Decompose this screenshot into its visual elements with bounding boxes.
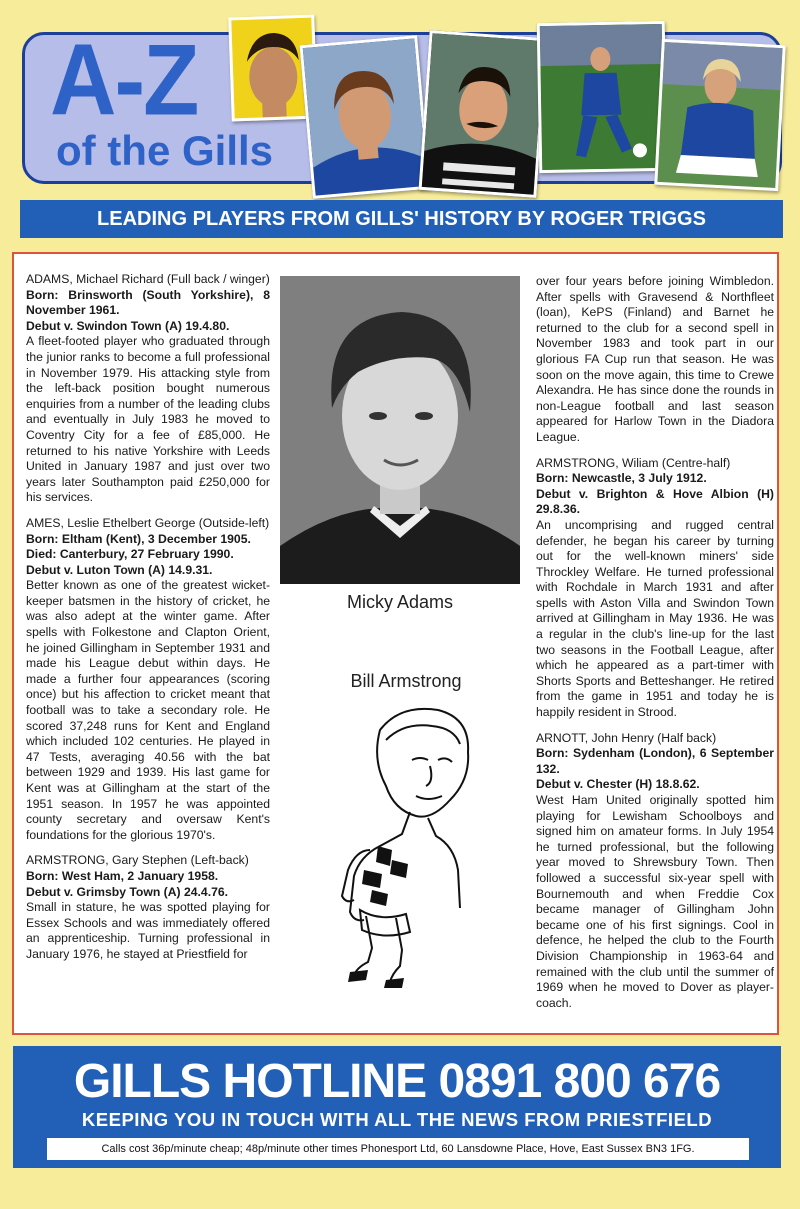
entry-died: Died: Canterbury, 27 February 1990. (26, 547, 234, 562)
portrait-icon (280, 276, 520, 584)
player-entry-armstrong-gary (26, 853, 270, 962)
entry-body: An uncomprising and rugged central defender, he began his career by turning out for the well-known miners' side Throckley Welfare. He turned professional with Rochdale in March 1931 and after spells with Aston Villa and Swindon Town arrived at Gillingham in May 1936. He was a regular in the club's line-up for the last two seasons in the Football League, after which he appeared as a part-timer with Shorts Sports and Betteshanger. He retired from the game in 1951 and today he is happily resident in Strood. (536, 517, 774, 720)
caricature-caption: Bill Armstrong (350, 671, 462, 691)
entry-heading: ARMSTRONG, Gary Stephen (Left-back) (26, 853, 249, 868)
player-entry-arnott (536, 731, 774, 1012)
entry-heading: ARMSTRONG, Wiliam (Centre-half) (536, 455, 731, 470)
portrait-icon (303, 38, 427, 195)
entry-born: Born: Newcastle, 3 July 1912. (536, 471, 707, 486)
page-title: A-Z (50, 24, 198, 137)
subtitle-bar: LEADING PLAYERS FROM GILLS' HISTORY BY ROGER TRIGGS (20, 200, 783, 238)
caricature-drawing-icon (320, 700, 500, 990)
hotline-note: Calls cost 36p/minute cheap; 48p/minute other times Phonesport Ltd, 60 Lansdowne Place, Hove, East Sussex BN3 1FG. (47, 1138, 749, 1160)
entry-debut: Debut v. Swindon Town (A) 19.4.80. (26, 318, 230, 333)
entry-born: Born: Eltham (Kent), 3 December 1905. (26, 531, 251, 546)
entry-body: over four years before joining Wimbledon. After spells with Gravesend & Northfleet (loan), KePS (Finland) and Barnet he returned to the club for a second spell in November 1983 and took part in our glorious FA Cup run that season. He was soon on the move again, this time to Crewe Alexandra. He has since done the rounds in non-League football and last season appeared for Harlow Town in the Diadora League. (536, 274, 774, 444)
player-entry-adams (26, 272, 270, 506)
page-title-subline: of the Gills (56, 127, 274, 174)
portrait-icon (657, 42, 782, 188)
hotline-subtitle: KEEPING YOU IN TOUCH WITH ALL THE NEWS FROM PRIESTFIELD (81, 1109, 713, 1130)
left-column (26, 272, 270, 973)
entry-heading: ARNOTT, John Henry (Half back) (536, 730, 717, 745)
micky-adams-photo (280, 276, 520, 584)
portrait-icon (422, 33, 544, 194)
entry-heading: ADAMS, Michael Richard (Full back / winger) (26, 272, 270, 286)
action-photo-icon (540, 24, 664, 170)
continuation-text (536, 274, 774, 446)
entry-born: Born: Sydenham (London), 6 September 132. (536, 746, 774, 776)
hotline-banner (13, 1046, 781, 1168)
entry-body: A fleet-footed player who graduated through the junior ranks to become a full professional in November 1979. His attacking style from the left-back position bought numerous enquiries from a number of the leading clubs and eventually in July 1983 he moved to Coventry City for a fee of £85,000. He returned to his native Yorkshire with Leeds United in January 1987 and just over two years later Southampton paid £250,000 for his services. (26, 334, 270, 505)
entry-debut: Debut v. Grimsby Town (A) 24.4.76. (26, 884, 229, 899)
entry-body: Better known as one of the greatest wicket-keeper batsmen in the history of cricket, he was also adept at the winter game. After spells with Folkestone and Clapton Orient, he joined Gillingham in September 1931 and made his League debut within days. He made a further four appearances (scoring once) but his affection to cricket meant that football was to take a secondary role. He scored 37,248 runs for Kent and England which included 102 centuries. He played in 47 Tests, averaging 40.56 with the bat between 1929 and 1939. His last game for Kent was at Gillingham at the start of the 1951 season. In 1957 he was appointed county secretary and oversaw Kent's foundations for the glorious 1970's. (26, 578, 270, 842)
photo-caption: Micky Adams (346, 592, 454, 612)
player-entry-ames (26, 516, 270, 843)
right-column (536, 274, 774, 1021)
hotline-title: GILLS HOTLINE 0891 800 676 (73, 1055, 721, 1108)
entry-heading: AMES, Leslie Ethelbert George (Outside-left) (26, 515, 270, 530)
entry-debut: Debut v. Luton Town (A) 14.9.31. (26, 562, 213, 577)
player-photo-3 (419, 30, 548, 198)
entry-debut: Debut v. Brighton & Hove Albion (H) 29.8.36. (536, 486, 774, 517)
entry-born: Born: West Ham, 2 January 1958. (26, 868, 219, 883)
entry-body: Small in stature, he was spotted playing for Essex Schools and was immediately offered an apprenticeship. Turning professional in January 1976, he stayed at Priestfield for (26, 900, 270, 961)
entry-debut: Debut v. Chester (H) 18.8.62. (536, 777, 700, 792)
entry-body: West Ham United originally spotted him playing for Lewisham Schoolboys and signed him on amateur forms. In July 1954 he turned professional, but the following year moved to Shrewsbury Town. Then followed a successful six-year spell with Bournemouth and when Freddie Cox became manager of Gillingham John became one of his first signings. Cool in defence, he helped the club to the Fourth Division Championship in 1963-64 and remained with the club until the summer of 1969 when he moved to Dover as player-coach. (536, 793, 774, 1010)
player-photo-5 (654, 39, 785, 191)
entry-born: Born: Brinsworth (South Yorkshire), 8 November 1961. (26, 287, 270, 318)
player-photo-2 (300, 35, 431, 199)
player-entry-armstrong-william (536, 456, 774, 721)
player-photo-4 (537, 21, 668, 173)
